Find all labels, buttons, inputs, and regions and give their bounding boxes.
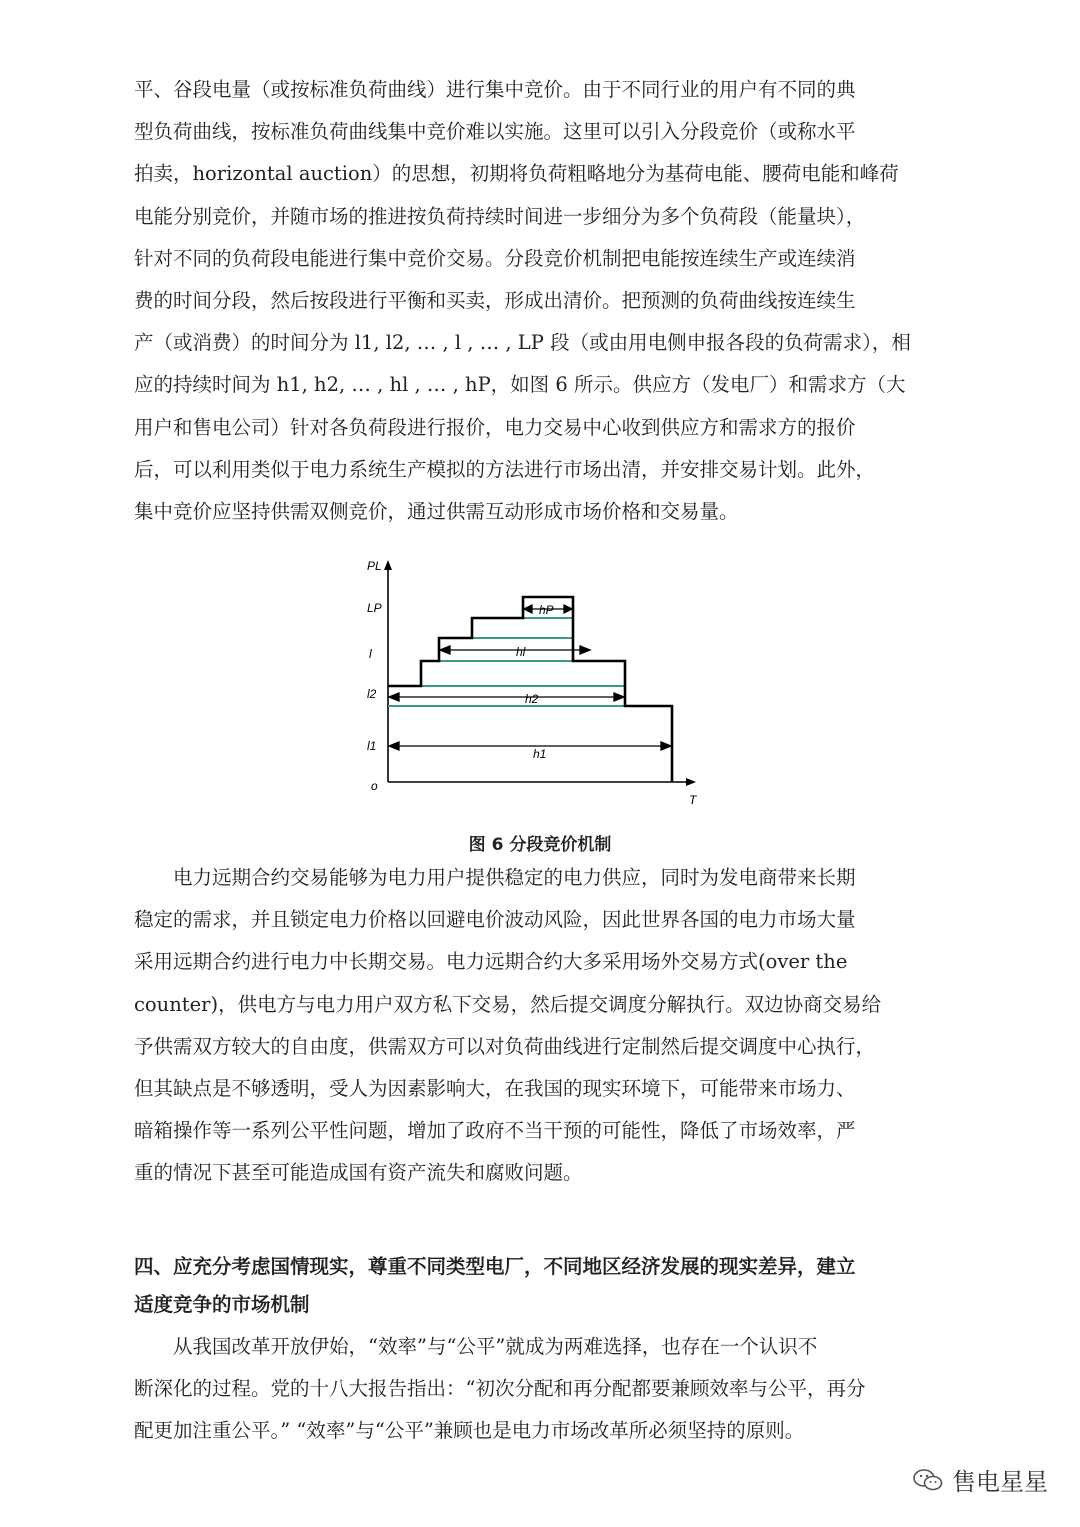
text-line: 配更加注重公平。” “效率”与“公平”兼顾也是电力市场改革所必须坚持的原则。: [134, 1419, 805, 1443]
duration-label-hp: hP: [539, 603, 554, 617]
h2-arrow-left: [389, 693, 399, 701]
level-label-l1: l1: [367, 739, 377, 753]
text-line: 暗箱操作等一系列公平性问题，增加了政府不当干预的可能性，降低了市场效率，严: [134, 1119, 856, 1143]
text-line: 断深化的过程。党的十八大报告指出：“初次分配和再分配都要兼顾效率与公平，再分: [134, 1377, 866, 1401]
level-label-lp: LP: [367, 601, 382, 615]
text-line: 稳定的需求，并且锁定电力价格以回避电价波动风险，因此世界各国的电力市场大量: [134, 908, 856, 932]
wechat-icon: [912, 1467, 944, 1493]
paragraph-1: [134, 69, 946, 533]
h1-arrow-right: [661, 742, 671, 750]
section-heading: [134, 1248, 946, 1324]
heading-line: 四、应充分考虑国情现实，尊重不同类型电厂，不同地区经济发展的现实差异，建立: [134, 1255, 856, 1278]
load-block-diagram: [355, 552, 705, 812]
watermark: [912, 1462, 1048, 1497]
y-axis-arrow: [384, 560, 392, 570]
x-axis-label: T: [689, 793, 697, 807]
watermark-text: 售电星星: [952, 1468, 1048, 1496]
figure-caption: 图 6 分段竞价机制: [468, 835, 612, 855]
text-line: 后，可以利用类似于电力系统生产模拟的方法进行市场出清，并安排交易计划。此外，: [134, 457, 876, 481]
paragraph-2: [134, 857, 946, 1195]
heading-line: 适度竞争的市场机制: [134, 1293, 310, 1316]
hl-arrow-left: [440, 646, 450, 654]
text-line: 重的情况下甚至可能造成国有资产流失和腐败问题。: [134, 1161, 583, 1185]
text-line: 产（或消费）的时间分为 l1, l2, … , l , … , LP 段（或由用电侧申报各段的负荷需求），相: [134, 331, 911, 355]
text-line: 型负荷曲线，按标准负荷曲线集中竞价难以实施。这里可以引入分段竞价（或称水平: [134, 120, 856, 144]
paragraph-3: [134, 1326, 946, 1453]
level-label-l: l: [369, 647, 372, 661]
y-axis-label: PL: [367, 559, 382, 573]
origin-label: o: [371, 779, 378, 793]
text-line: 电力远期合约交易能够为电力用户提供稳定的电力供应，同时为发电商带来长期: [173, 866, 856, 889]
text-line: 电能分别竞价，并随市场的推进按负荷持续时间进一步细分为多个负荷段（能量块），: [134, 204, 866, 228]
load-step-curve: [388, 597, 672, 782]
text-line: 采用远期合约进行电力中长期交易。电力远期合约大多采用场外交易方式(over the: [134, 950, 848, 974]
text-line: 用户和售电公司）针对各负荷段进行报价，电力交易中心收到供应方和需求方的报价: [134, 415, 856, 439]
text-line: 应的持续时间为 h1, h2, … , hl , … , hP，如图 6 所示。供应方（发电厂）和需求方（大: [134, 373, 906, 397]
h2-arrow-right: [614, 693, 624, 701]
text-line: 针对不同的负荷段电能进行集中竞价交易。分段竞价机制把电能按连续生产或连续消: [134, 246, 856, 270]
text-line: 拍卖，horizontal auction）的思想，初期将负荷粗略地分为基荷电能、腰荷电能和峰荷: [134, 162, 899, 186]
text-line: counter)，供电方与电力用户双方私下交易，然后提交调度分解执行。双边协商交易给: [134, 992, 882, 1016]
level-label-l2: l2: [367, 687, 377, 701]
text-line: 从我国改革开放伊始，“效率”与“公平”就成为两难选择，也存在一个认识不: [173, 1335, 818, 1358]
h1-arrow-left: [389, 742, 399, 750]
hp-arrow-right: [564, 605, 572, 613]
duration-label-h1: h1: [533, 747, 547, 761]
hl-arrow-right: [580, 646, 590, 654]
text-line: 予供需双方较大的自由度，供需双方可以对负荷曲线进行定制然后提交调度中心执行，: [134, 1034, 876, 1058]
x-axis-arrow: [686, 778, 696, 786]
duration-label-h2: h2: [525, 692, 539, 706]
duration-label-hl: hl: [516, 645, 526, 659]
hp-arrow-left: [524, 605, 532, 613]
text-line: 费的时间分段，然后按段进行平衡和买卖，形成出清价。把预测的负荷曲线按连续生: [134, 289, 856, 313]
text-line: 集中竞价应坚持供需双侧竞价，通过供需互动形成市场价格和交易量。: [134, 500, 739, 524]
text-line: 平、谷段电量（或按标准负荷曲线）进行集中竞价。由于不同行业的用户有不同的典: [134, 78, 856, 101]
text-line: 但其缺点是不够透明，受人为因素影响大，在我国的现实环境下，可能带来市场力、: [134, 1077, 856, 1101]
